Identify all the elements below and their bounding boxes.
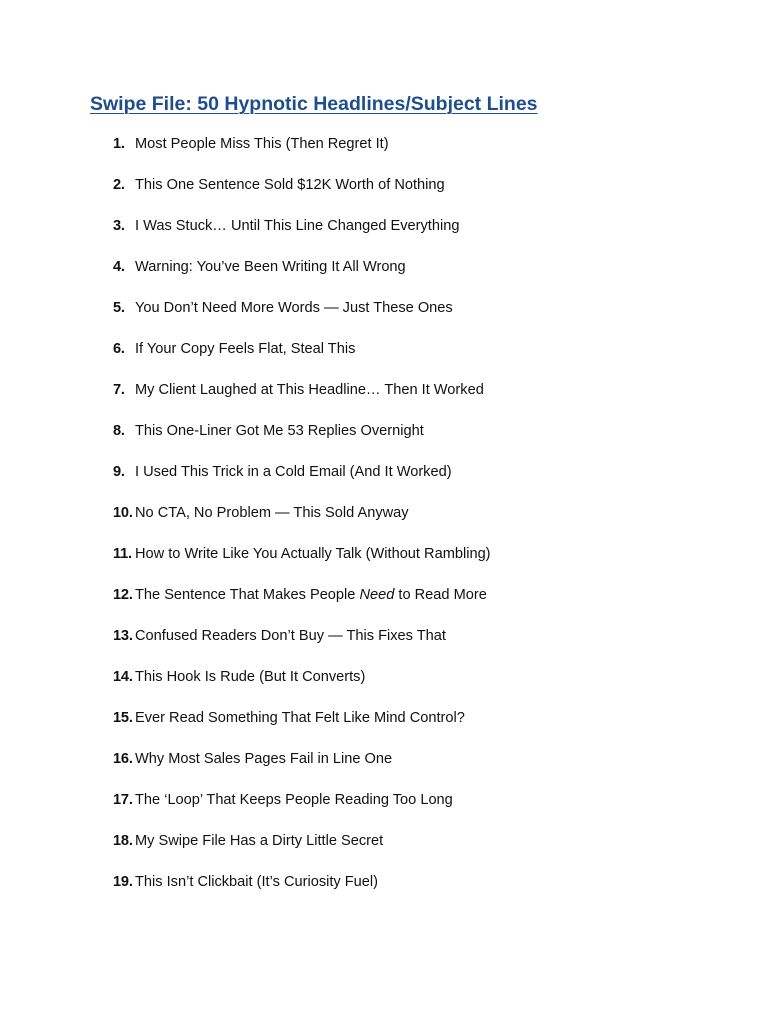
list-item	[0, 666, 768, 707]
list-item	[0, 871, 768, 912]
list-item	[0, 174, 768, 215]
item-number: 16.	[113, 751, 133, 767]
document-title: Swipe File: 50 Hypnotic Headlines/Subject Lines	[90, 93, 538, 115]
headline-list	[0, 133, 768, 912]
item-number: 19.	[113, 874, 133, 890]
item-text: Warning: You’ve Been Writing It All Wrong	[135, 259, 406, 275]
list-item	[0, 338, 768, 379]
list-item	[0, 584, 768, 625]
item-text: My Client Laughed at This Headline… Then It Worked	[135, 382, 484, 398]
item-text: This Hook Is Rude (But It Converts)	[135, 669, 366, 685]
item-text: Why Most Sales Pages Fail in Line One	[135, 751, 393, 767]
list-item	[0, 830, 768, 871]
item-text: This Isn’t Clickbait (It’s Curiosity Fuel)	[135, 874, 379, 890]
list-item	[0, 748, 768, 789]
item-number: 5.	[113, 300, 125, 316]
item-text-before: The Sentence That Makes People	[135, 587, 360, 603]
item-text: How to Write Like You Actually Talk (Without Rambling)	[135, 546, 491, 562]
item-number: 6.	[113, 341, 125, 357]
list-item	[0, 215, 768, 256]
item-text: I Was Stuck… Until This Line Changed Everything	[135, 218, 460, 234]
item-number: 7.	[113, 382, 125, 398]
item-text: This One-Liner Got Me 53 Replies Overnight	[135, 423, 424, 439]
item-number: 12.	[113, 587, 133, 603]
item-text: No CTA, No Problem — This Sold Anyway	[135, 505, 409, 521]
item-text: Most People Miss This (Then Regret It)	[135, 136, 389, 152]
list-item	[0, 420, 768, 461]
item-text: Confused Readers Don’t Buy — This Fixes That	[135, 628, 446, 644]
item-text: If Your Copy Feels Flat, Steal This	[135, 341, 356, 357]
list-item	[0, 707, 768, 748]
item-number: 4.	[113, 259, 125, 275]
item-text-after: to Read More	[394, 587, 487, 603]
item-number: 2.	[113, 177, 125, 193]
item-number: 14.	[113, 669, 133, 685]
item-number: 11.	[113, 546, 132, 562]
item-text: The ‘Loop’ That Keeps People Reading Too Long	[135, 792, 453, 808]
item-text: You Don’t Need More Words — Just These Ones	[135, 300, 453, 316]
item-text: This One Sentence Sold $12K Worth of Nothing	[135, 177, 445, 193]
list-item	[0, 789, 768, 830]
item-number: 9.	[113, 464, 125, 480]
item-number: 17.	[113, 792, 133, 808]
list-item	[0, 502, 768, 543]
item-text: My Swipe File Has a Dirty Little Secret	[135, 833, 384, 849]
item-text: I Used This Trick in a Cold Email (And It Worked)	[135, 464, 452, 480]
list-item	[0, 379, 768, 420]
item-text	[135, 584, 487, 606]
item-number: 13.	[113, 628, 133, 644]
item-text-emphasis: Need	[359, 587, 395, 603]
list-item	[0, 543, 768, 584]
item-number: 18.	[113, 833, 133, 849]
item-number: 1.	[113, 136, 125, 152]
item-number: 3.	[113, 218, 125, 234]
list-item	[0, 461, 768, 502]
list-item	[0, 625, 768, 666]
item-number: 10.	[113, 505, 133, 521]
item-number: 8.	[113, 423, 125, 439]
list-item	[0, 256, 768, 297]
list-item	[0, 133, 768, 174]
list-item	[0, 297, 768, 338]
item-number: 15.	[113, 710, 133, 726]
item-text: Ever Read Something That Felt Like Mind Control?	[135, 710, 465, 726]
